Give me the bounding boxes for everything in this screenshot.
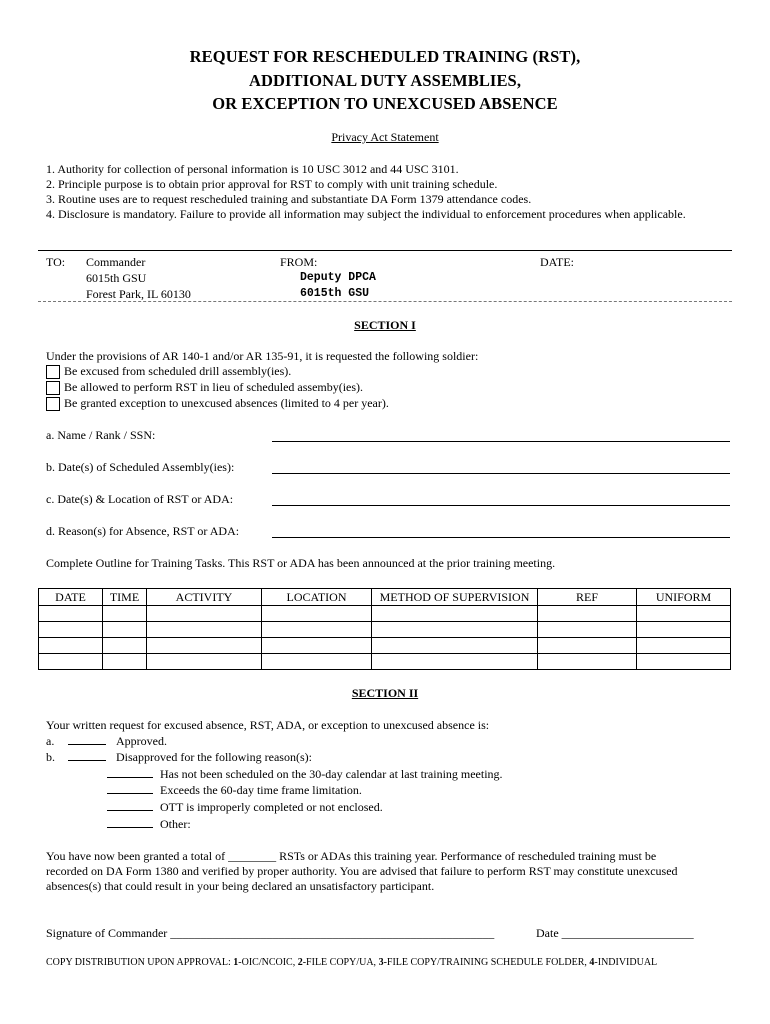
table-cell[interactable] [372, 654, 538, 670]
option-excused-label: Be excused from scheduled drill assembly(ies). [64, 364, 292, 378]
scheduled-assembly-field[interactable] [272, 473, 730, 474]
form-title-line-1: REQUEST FOR RESCHEDULED TRAINING (RST), [189, 47, 581, 66]
disapproved-text: Disapproved for the following reason(s): [116, 750, 312, 764]
table-row [39, 638, 731, 654]
option-rst-checkbox[interactable] [46, 381, 60, 395]
table-cell[interactable] [103, 606, 147, 622]
table-cell[interactable] [372, 606, 538, 622]
reasons-label: d. Reason(s) for Absence, RST or ADA: [46, 524, 240, 538]
option-excused-checkbox[interactable] [46, 365, 60, 379]
table-cell[interactable] [372, 638, 538, 654]
reason-3-blank[interactable] [107, 800, 153, 815]
column-header-uniform: UNIFORM [637, 589, 731, 606]
header-top-rule [38, 250, 732, 251]
table-cell[interactable] [637, 622, 731, 638]
reasons-field[interactable] [272, 537, 730, 538]
form-title-line-2: ADDITIONAL DUTY ASSEMBLIES, [248, 71, 522, 90]
commander-signature-line[interactable]: Signature of Commander ______________________________________________________ [46, 926, 495, 940]
header-bottom-rule [38, 301, 732, 302]
table-cell[interactable] [538, 622, 637, 638]
to-label: TO: [46, 255, 66, 269]
column-header-location: LOCATION [262, 589, 372, 606]
column-header-supervision: METHOD OF SUPERVISION [372, 589, 538, 606]
table-cell[interactable] [262, 654, 372, 670]
to-line-1: Commander [86, 255, 146, 269]
reason-4-blank[interactable] [107, 817, 153, 832]
table-cell[interactable] [538, 638, 637, 654]
privacy-item-3: 3. Routine uses are to request rescheduled training and substantiate DA Form 1379 attendance codes. [46, 192, 532, 206]
from-label: FROM: [280, 255, 318, 269]
signature-date-line[interactable]: Date ______________________ [536, 926, 694, 940]
table-cell[interactable] [147, 622, 262, 638]
privacy-item-4: 4. Disclosure is mandatory. Failure to provide all information may subject the individual to enforcement procedures when applicable. [46, 207, 686, 221]
name-rank-ssn-label: a. Name / Rank / SSN: [46, 428, 156, 442]
table-row [39, 606, 731, 622]
table-cell[interactable] [103, 622, 147, 638]
table-cell[interactable] [103, 654, 147, 670]
option-exception-checkbox[interactable] [46, 397, 60, 411]
granted-text-line-1: You have now been granted a total of ________ RSTs or ADAs this training year. Performance of rescheduled training must be [46, 849, 657, 863]
section-2-heading: SECTION II [351, 686, 419, 700]
granted-text-line-2: recorded on DA Form 1380 and verified by proper authority. You are advised that failure to perform RST may constitute unexcused [46, 864, 678, 878]
disapproved-label: b. [46, 750, 55, 764]
table-cell[interactable] [39, 622, 103, 638]
granted-text-line-3: absences(s) that could result in your being declared an unsatisfactory participant. [46, 879, 435, 893]
table-cell[interactable] [103, 638, 147, 654]
footer-copy-2-number: 2 [297, 957, 303, 968]
reason-1-text: Has not been scheduled on the 30-day calendar at last training meeting. [160, 767, 503, 781]
table-cell[interactable] [637, 638, 731, 654]
footer-copy-3-number: 3 [378, 957, 384, 968]
column-header-date: DATE [39, 589, 103, 606]
table-cell[interactable] [262, 622, 372, 638]
scheduled-assembly-label: b. Date(s) of Scheduled Assembly(ies): [46, 460, 235, 474]
section-1-intro: Under the provisions of AR 140-1 and/or AR 135-91, it is requested the following soldier: [46, 349, 479, 363]
to-line-3: Forest Park, IL 60130 [86, 287, 191, 301]
table-cell[interactable] [637, 654, 731, 670]
form-title-line-3: OR EXCEPTION TO UNEXCUSED ABSENCE [212, 94, 558, 113]
table-cell[interactable] [147, 638, 262, 654]
footer-copy-1-text: -OIC/NCOIC, [238, 957, 298, 968]
footer-copy-2-text: -FILE COPY/UA, [302, 957, 379, 968]
date-label: DATE: [540, 255, 574, 269]
table-header-row [39, 589, 731, 606]
copy-distribution-footer [46, 957, 657, 968]
footer-prefix: COPY DISTRIBUTION UPON APPROVAL: [46, 957, 234, 968]
option-rst-label: Be allowed to perform RST in lieu of scheduled assemby(ies). [64, 380, 364, 394]
table-cell[interactable] [147, 606, 262, 622]
reason-2-blank[interactable] [107, 783, 153, 798]
footer-copy-4-number: 4 [589, 957, 595, 968]
table-cell[interactable] [372, 622, 538, 638]
table-cell[interactable] [39, 654, 103, 670]
to-line-2: 6015th GSU [86, 271, 147, 285]
from-line-1[interactable]: Deputy DPCA [300, 271, 376, 284]
approved-text: Approved. [116, 734, 167, 748]
table-cell[interactable] [637, 606, 731, 622]
reason-3-text: OTT is improperly completed or not enclosed. [160, 800, 383, 814]
table-cell[interactable] [39, 606, 103, 622]
training-tasks-table [38, 588, 731, 670]
table-row [39, 654, 731, 670]
option-exception-label: Be granted exception to unexcused absences (limited to 4 per year). [64, 396, 389, 410]
privacy-item-1: 1. Authority for collection of personal information is 10 USC 3012 and 44 USC 3101. [46, 162, 459, 176]
footer-copy-3-text: -FILE COPY/TRAINING SCHEDULE FOLDER, [383, 957, 590, 968]
disapproved-blank[interactable] [68, 750, 106, 765]
footer-copy-4-text: -INDIVIDUAL [594, 957, 658, 968]
name-rank-ssn-field[interactable] [272, 441, 730, 442]
column-header-time: TIME [103, 589, 147, 606]
reason-1-blank[interactable] [107, 767, 153, 782]
section-2-intro: Your written request for excused absence, RST, ADA, or exception to unexcused absence is: [46, 718, 490, 732]
from-line-2[interactable]: 6015th GSU [300, 287, 370, 300]
table-cell[interactable] [538, 606, 637, 622]
section-1-heading: SECTION I [354, 318, 416, 332]
rst-location-label: c. Date(s) & Location of RST or ADA: [46, 492, 234, 506]
approved-blank[interactable] [68, 734, 106, 749]
reason-2-text: Exceeds the 60-day time frame limitation. [160, 783, 362, 797]
table-cell[interactable] [262, 638, 372, 654]
column-header-ref: REF [538, 589, 637, 606]
outline-instruction: Complete Outline for Training Tasks. This RST or ADA has been announced at the prior training meeting. [46, 556, 556, 570]
table-cell[interactable] [39, 638, 103, 654]
privacy-item-2: 2. Principle purpose is to obtain prior approval for RST to comply with unit training schedule. [46, 177, 498, 191]
footer-copy-1-number: 1 [233, 957, 239, 968]
approved-label: a. [46, 734, 55, 748]
table-row [39, 622, 731, 638]
table-cell[interactable] [262, 606, 372, 622]
privacy-act-heading: Privacy Act Statement [331, 130, 439, 144]
rst-location-field[interactable] [272, 505, 730, 506]
table-cell[interactable] [147, 654, 262, 670]
column-header-activity: ACTIVITY [147, 589, 262, 606]
table-cell[interactable] [538, 654, 637, 670]
reason-4-text: Other: [160, 817, 191, 831]
